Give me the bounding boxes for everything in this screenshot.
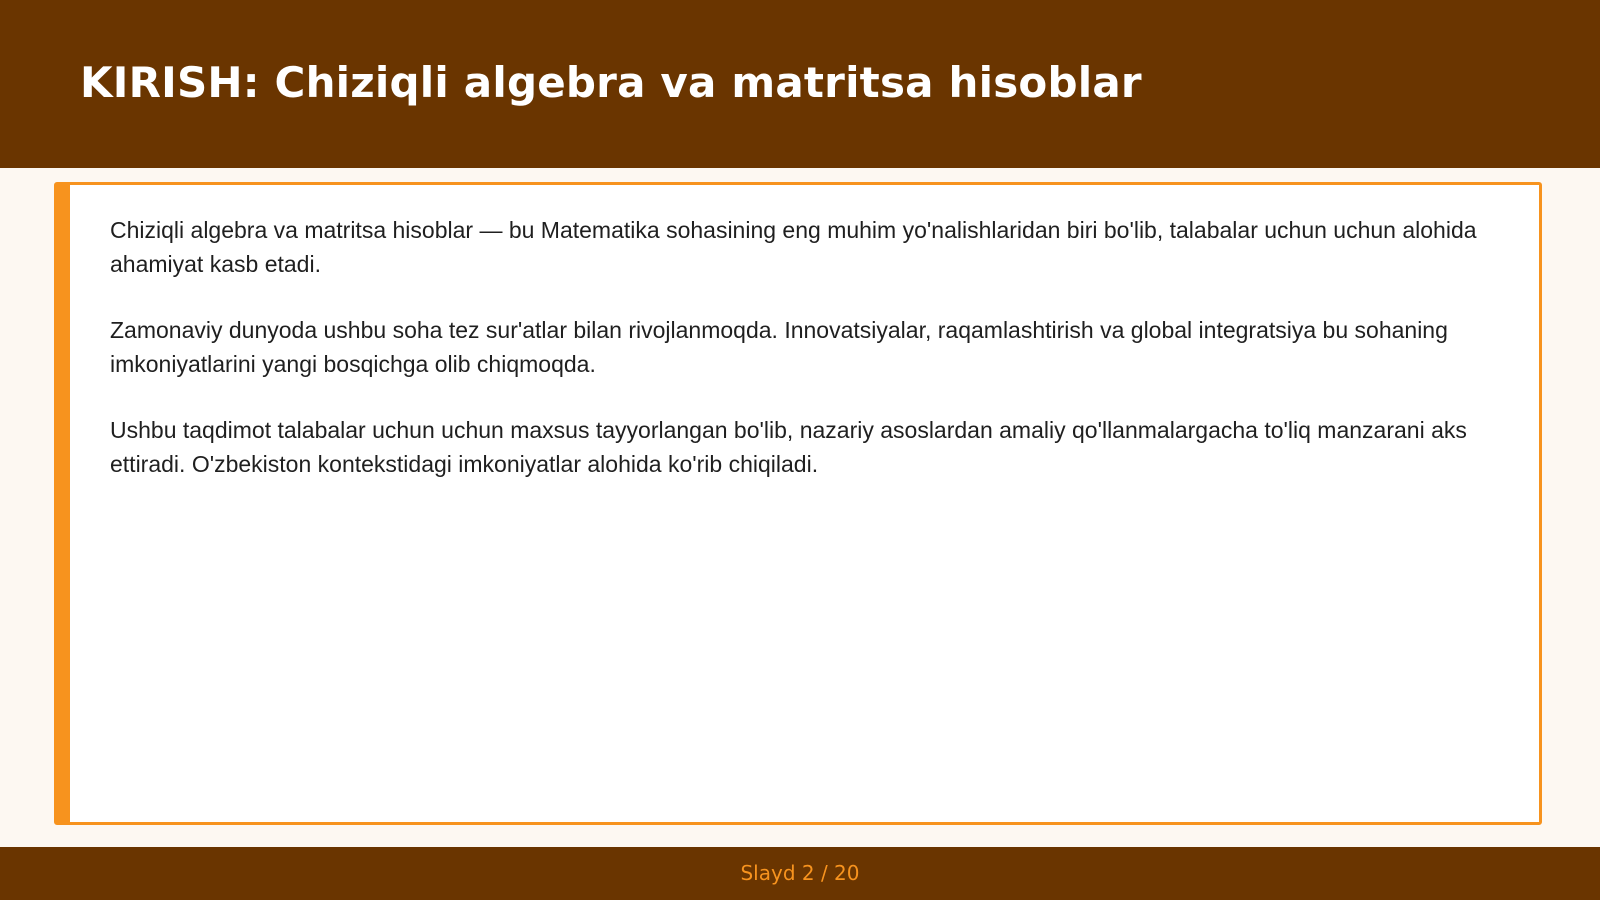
slide-footer: [0, 847, 1600, 900]
paragraph-intro: Chiziqli algebra va matritsa hisoblar — bu Matematika sohasining eng muhim yo'nalishlaridan biri bo'lib, talabalar uchun uchun alohida ahamiyat kasb etadi.: [110, 217, 1477, 277]
paragraph-modern-world: Zamonaviy dunyoda ushbu soha tez sur'atlar bilan rivojlanmoqda. Innovatsiyalar, raqamlashtirish va global integratsiya bu sohaning imkoniyatlarini yangi bosqichga olib chiqmoqda.: [110, 317, 1448, 377]
slide-header: [0, 0, 1600, 168]
content-card: [54, 182, 1542, 825]
slide-counter: Slayd 2 / 20: [740, 861, 860, 885]
slide-title: KIRISH: Chiziqli algebra va matritsa hisoblar: [80, 58, 1142, 107]
paragraph-presentation-purpose: Ushbu taqdimot talabalar uchun uchun maxsus tayyorlangan bo'lib, nazariy asoslardan amaliy qo'llanmalargacha to'liq manzarani aks ettiradi. O'zbekiston kontekstidagi imkoniyatlar alohida ko'rib chiqiladi.: [110, 417, 1467, 477]
